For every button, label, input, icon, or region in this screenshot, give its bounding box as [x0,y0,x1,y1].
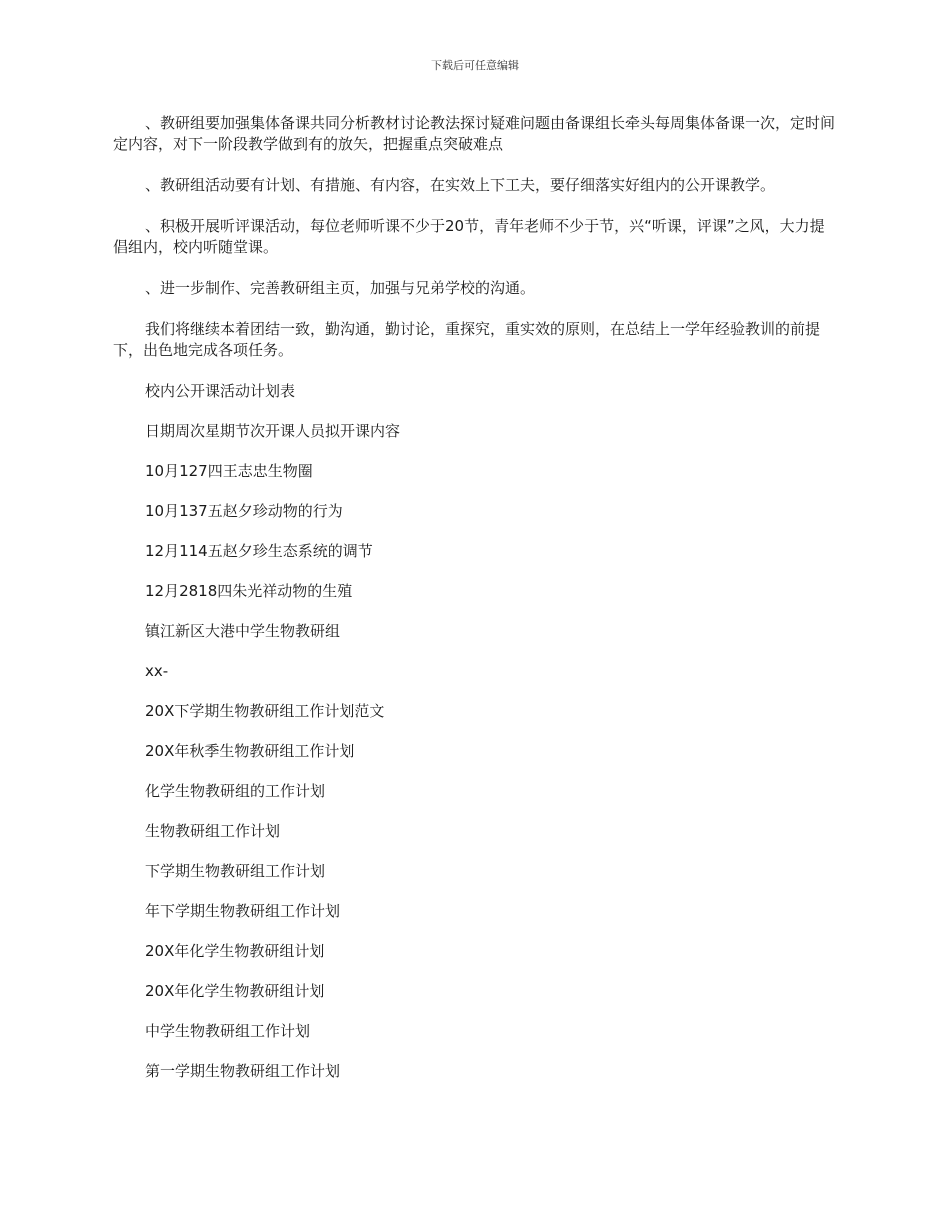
related-title: 中学生物教研组工作计划 [145,1022,311,1040]
paragraph: 、进一步制作、完善教研组主页，加强与兄弟学校的沟通。 [145,279,536,297]
related-title: 第一学期生物教研组工作计划 [145,1062,341,1080]
table-row: 10月127四王志忠生物圈 [145,462,313,480]
table-row: 12月2818四朱光祥动物的生殖 [145,582,353,600]
related-title: 20X年秋季生物教研组工作计划 [145,742,355,760]
table-row: 10月137五赵夕珍动物的行为 [145,502,343,520]
document-body [113,113,835,1101]
table-title: 校内公开课活动计划表 [145,382,296,400]
signature-date: xx- [145,662,169,680]
paragraph: 我们将继续本着团结一致，勤沟通，勤讨论，重探究，重实效的原则，在总结上一学年经验教训的前提下，出色地完成各项任务。 [113,320,821,359]
related-title: 年下学期生物教研组工作计划 [145,902,341,920]
related-title: 20X年化学生物教研组计划 [145,982,325,1000]
related-title: 20X年化学生物教研组计划 [145,942,325,960]
related-title: 20X下学期生物教研组工作计划范文 [145,702,385,720]
signature-organization: 镇江新区大港中学生物教研组 [145,622,341,640]
paragraph: 、教研组活动要有计划、有措施、有内容，在实效上下工夫，要仔细落实好组内的公开课教学。 [145,176,776,194]
related-title: 化学生物教研组的工作计划 [145,782,326,800]
related-title: 生物教研组工作计划 [145,822,281,840]
table-row: 12月114五赵夕珍生态系统的调节 [145,542,373,560]
paragraph: 、教研组要加强集体备课共同分析教材讨论教法探讨疑难问题由备课组长牵头每周集体备课一次，定时间定内容，对下一阶段教学做到有的放矢，把握重点突破难点 [113,114,836,153]
table-header-row: 日期周次星期节次开课人员拟开课内容 [145,422,401,440]
related-title: 下学期生物教研组工作计划 [145,862,326,880]
paragraph: 、积极开展听评课活动，每位老师听课不少于20节，青年老师不少于节，兴“听课，评课”之风，大力提倡组内，校内听随堂课。 [113,217,825,256]
page-header: 下载后可任意编辑 [431,59,519,72]
